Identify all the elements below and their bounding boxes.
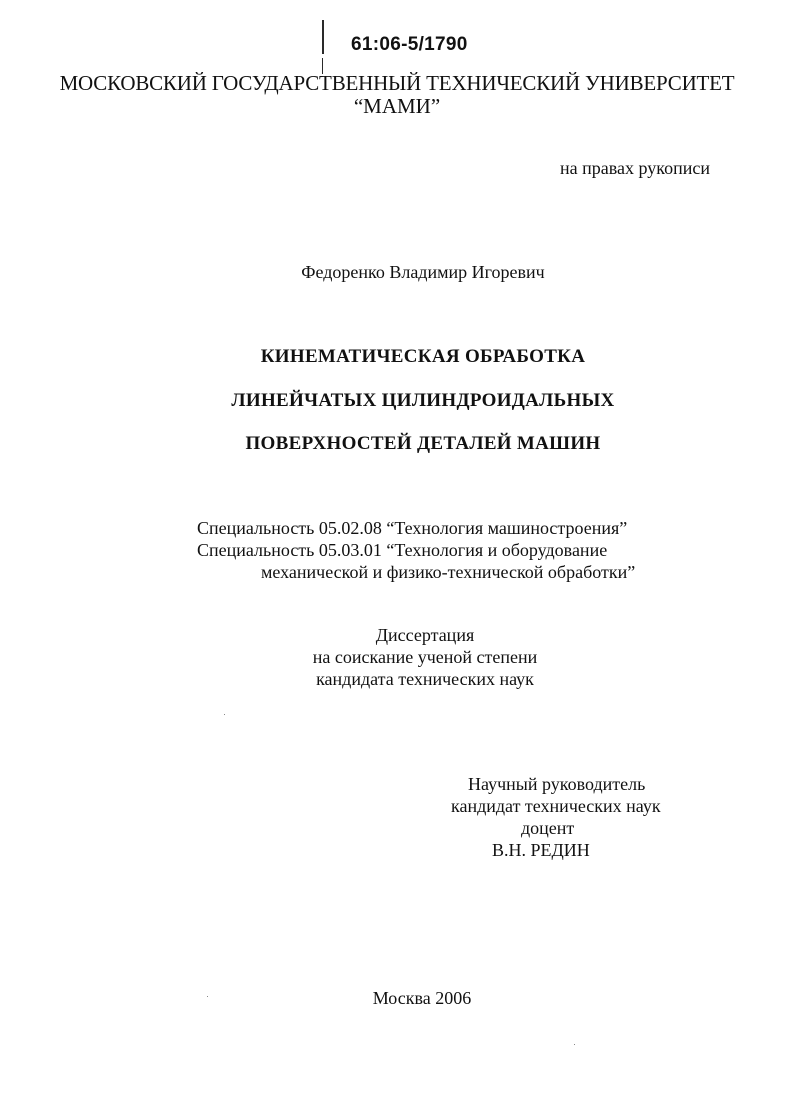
- city-year: Москва 2006: [372, 988, 472, 1008]
- supervisor-name: В.Н. РЕДИН: [492, 840, 590, 860]
- thesis-title-line-3: ПОВЕРХНОСТЕЙ ДЕТАЛЕЙ МАШИН: [245, 433, 601, 454]
- specialty-line-3: механической и физико-технической обработки”: [261, 562, 636, 582]
- university-name: МОСКОВСКИЙ ГОСУДАРСТВЕННЫЙ ТЕХНИЧЕСКИЙ УНИВЕРСИТЕТ: [59, 71, 735, 95]
- library-stamp-code: 61:06-5/1790: [351, 34, 468, 55]
- supervisor-rank: доцент: [521, 818, 575, 838]
- supervisor-label: Научный руководитель: [468, 774, 646, 794]
- author-name: Федоренко Владимир Игоревич: [301, 262, 545, 282]
- dissertation-degree-line: на соискание ученой степени: [312, 647, 538, 667]
- thesis-title-line-2: ЛИНЕЙЧАТЫХ ЦИЛИНДРОИДАЛЬНЫХ: [231, 390, 615, 411]
- specialty-line-2: Специальность 05.03.01 “Технология и оборудование: [197, 540, 608, 560]
- stamp-left-mark: [322, 20, 324, 54]
- university-short-name: “МАМИ”: [353, 94, 441, 118]
- dissertation-label: Диссертация: [375, 625, 475, 645]
- rights-note: на правах рукописи: [560, 158, 710, 178]
- scan-speck: [574, 1044, 575, 1045]
- supervisor-degree: кандидат технических наук: [451, 796, 661, 816]
- scan-speck: [207, 996, 208, 997]
- scan-speck: [224, 714, 225, 715]
- thesis-title-line-1: КИНЕМАТИЧЕСКАЯ ОБРАБОТКА: [260, 346, 586, 367]
- dissertation-degree-field: кандидата технических наук: [316, 669, 534, 689]
- specialty-line-1: Специальность 05.02.08 “Технология машиностроения”: [197, 518, 628, 538]
